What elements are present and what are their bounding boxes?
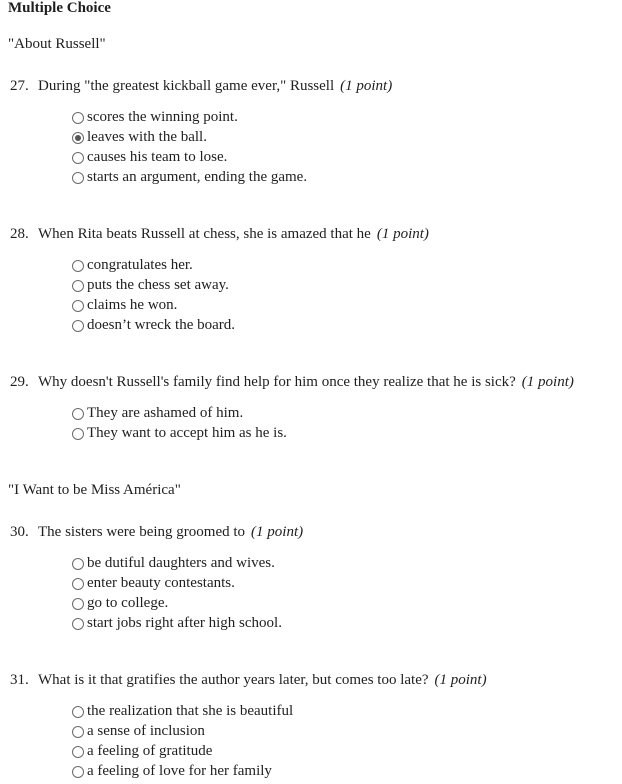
option-q27-c[interactable] [72,147,307,167]
option-q28-c[interactable] [72,295,235,315]
option-label[interactable]: go to college. [87,595,169,611]
radio-button[interactable] [72,746,84,758]
radio-button[interactable] [72,112,84,124]
option-q31-d[interactable] [72,761,293,781]
option-label[interactable]: be dutiful daughters and wives. [87,555,275,571]
option-q30-b[interactable] [72,573,282,593]
option-label[interactable]: scores the winning point. [87,109,238,125]
radio-button[interactable] [72,172,84,184]
question-number: 30. [10,524,29,540]
option-q27-d[interactable] [72,167,307,187]
question-30 [10,524,303,541]
option-label[interactable]: doesn’t wreck the board. [87,317,236,333]
question-28 [10,226,429,243]
question-number: 31. [10,672,29,688]
option-label[interactable]: start jobs right after high school. [87,615,282,631]
option-q27-b[interactable] [72,127,307,147]
question-number: 29. [10,374,29,390]
option-q30-c[interactable] [72,593,282,613]
question-points: (1 point) [521,374,574,390]
question-points: (1 point) [376,226,429,242]
radio-button[interactable] [72,578,84,590]
option-q28-a[interactable] [72,255,235,275]
option-label[interactable]: claims he won. [87,297,178,313]
option-label[interactable]: They are ashamed of him. [87,405,244,421]
options-q27 [72,107,307,187]
option-label[interactable]: a feeling of gratitude [87,743,213,759]
radio-button[interactable] [72,152,84,164]
radio-button[interactable] [72,320,84,332]
option-q28-b[interactable] [72,275,235,295]
radio-button[interactable] [72,706,84,718]
options-q30 [72,553,282,633]
page-heading: Multiple Choice [8,0,111,16]
options-q31 [72,701,293,781]
radio-button[interactable] [72,260,84,272]
option-label[interactable]: the realization that she is beautiful [87,703,294,719]
question-number: 28. [10,226,29,242]
radio-button[interactable] [72,558,84,570]
question-text: During "the greatest kickball game ever," Russell [38,78,335,94]
radio-button[interactable] [72,598,84,610]
option-label[interactable]: They want to accept him as he is. [87,425,287,441]
radio-button[interactable] [72,726,84,738]
question-27 [10,78,392,95]
option-q30-a[interactable] [72,553,282,573]
options-q28 [72,255,235,335]
question-text: When Rita beats Russell at chess, she is amazed that he [38,226,371,242]
section-title-about-russell: "About Russell" [8,36,106,52]
question-points: (1 point) [251,524,304,540]
question-text: What is it that gratifies the author years later, but comes too late? [38,672,429,688]
option-q31-a[interactable] [72,701,293,721]
question-text: Why doesn't Russell's family find help for him once they realize that he is sick? [38,374,516,390]
option-label[interactable]: a sense of inclusion [87,723,205,739]
options-q29 [72,403,287,443]
radio-button[interactable] [72,618,84,630]
option-q29-b[interactable] [72,423,287,443]
option-q31-c[interactable] [72,741,293,761]
option-label[interactable]: congratulates her. [87,257,193,273]
option-label[interactable]: leaves with the ball. [87,129,207,145]
radio-button[interactable] [72,280,84,292]
question-points: (1 point) [434,672,487,688]
radio-button[interactable] [72,428,84,440]
question-points: (1 point) [340,78,393,94]
option-label[interactable]: causes his team to lose. [87,149,228,165]
option-label[interactable]: enter beauty contestants. [87,575,235,591]
option-q29-a[interactable] [72,403,287,423]
radio-button-selected[interactable] [72,132,84,144]
radio-button[interactable] [72,300,84,312]
question-31 [10,672,487,689]
question-29 [10,374,574,391]
question-text: The sisters were being groomed to [38,524,246,540]
option-q31-b[interactable] [72,721,293,741]
question-number: 27. [10,78,29,94]
radio-button[interactable] [72,408,84,420]
option-q30-d[interactable] [72,613,282,633]
option-q27-a[interactable] [72,107,307,127]
section-title-miss-america: "I Want to be Miss América" [8,482,181,498]
radio-button[interactable] [72,766,84,778]
option-label[interactable]: starts an argument, ending the game. [87,169,308,185]
option-label[interactable]: puts the chess set away. [87,277,229,293]
option-q28-d[interactable] [72,315,235,335]
option-label[interactable]: a feeling of love for her family [87,763,272,779]
